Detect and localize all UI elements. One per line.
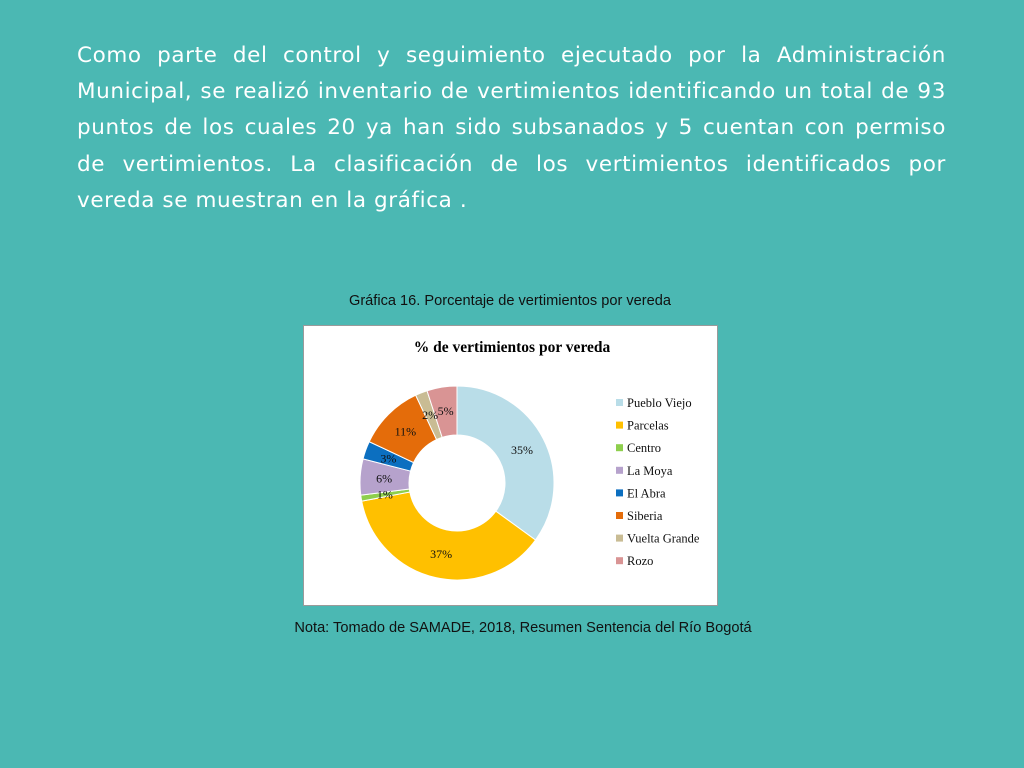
doughnut-chart bbox=[304, 326, 719, 607]
legend-swatch-siberia bbox=[616, 512, 623, 519]
data-label-vuelta-grande: 2% bbox=[422, 408, 439, 423]
data-label-el-abra: 3% bbox=[380, 451, 397, 466]
slice-pueblo-viejo bbox=[457, 386, 554, 540]
legend-label-centro: Centro bbox=[627, 441, 662, 456]
legend-swatch-el-abra bbox=[616, 489, 623, 496]
legend-swatch-rozo bbox=[616, 557, 623, 564]
data-label-pueblo-viejo: 35% bbox=[511, 442, 534, 457]
figure-caption: Gráfica 16. Porcentaje de vertimientos por vereda bbox=[348, 293, 672, 309]
legend-swatch-vuelta-grande bbox=[616, 535, 623, 542]
data-label-la-moya: 6% bbox=[376, 471, 393, 486]
legend-label-el-abra: El Abra bbox=[627, 486, 666, 501]
data-label-rozo: 5% bbox=[437, 403, 454, 418]
legend-label-rozo: Rozo bbox=[627, 554, 654, 569]
legend-label-vuelta-grande: Vuelta Grande bbox=[627, 531, 700, 546]
source-note: Nota: Tomado de SAMADE, 2018, Resumen Sentencia del Río Bogotá bbox=[294, 620, 752, 636]
legend-swatch-parcelas bbox=[616, 422, 623, 429]
data-label-centro: 1% bbox=[376, 487, 393, 502]
legend-label-parcelas: Parcelas bbox=[627, 418, 669, 433]
data-label-siberia: 11% bbox=[394, 424, 417, 439]
data-label-parcelas: 37% bbox=[430, 547, 453, 562]
legend-label-la-moya: La Moya bbox=[627, 463, 673, 478]
chart-title: % de vertimientos por vereda bbox=[413, 339, 611, 356]
legend-label-siberia: Siberia bbox=[627, 509, 663, 523]
legend-swatch-centro bbox=[616, 444, 623, 451]
intro-paragraph: Como parte del control y seguimiento ejecutado por la Administración Municipal, se realizó inventario de vertimientos identificando un total de 93 puntos de los cuales 20 ya han sido subsanados y 5 cuentan con permiso de vertimientos. La clasificación de los vertimientos identificados por vereda se muestran en la gráfica . bbox=[77, 43, 946, 213]
chart-legend bbox=[616, 396, 700, 568]
chart-container bbox=[303, 325, 718, 606]
legend-swatch-pueblo-viejo bbox=[616, 399, 623, 406]
legend-label-pueblo-viejo: Pueblo Viejo bbox=[627, 396, 692, 410]
legend-swatch-la-moya bbox=[616, 467, 623, 474]
